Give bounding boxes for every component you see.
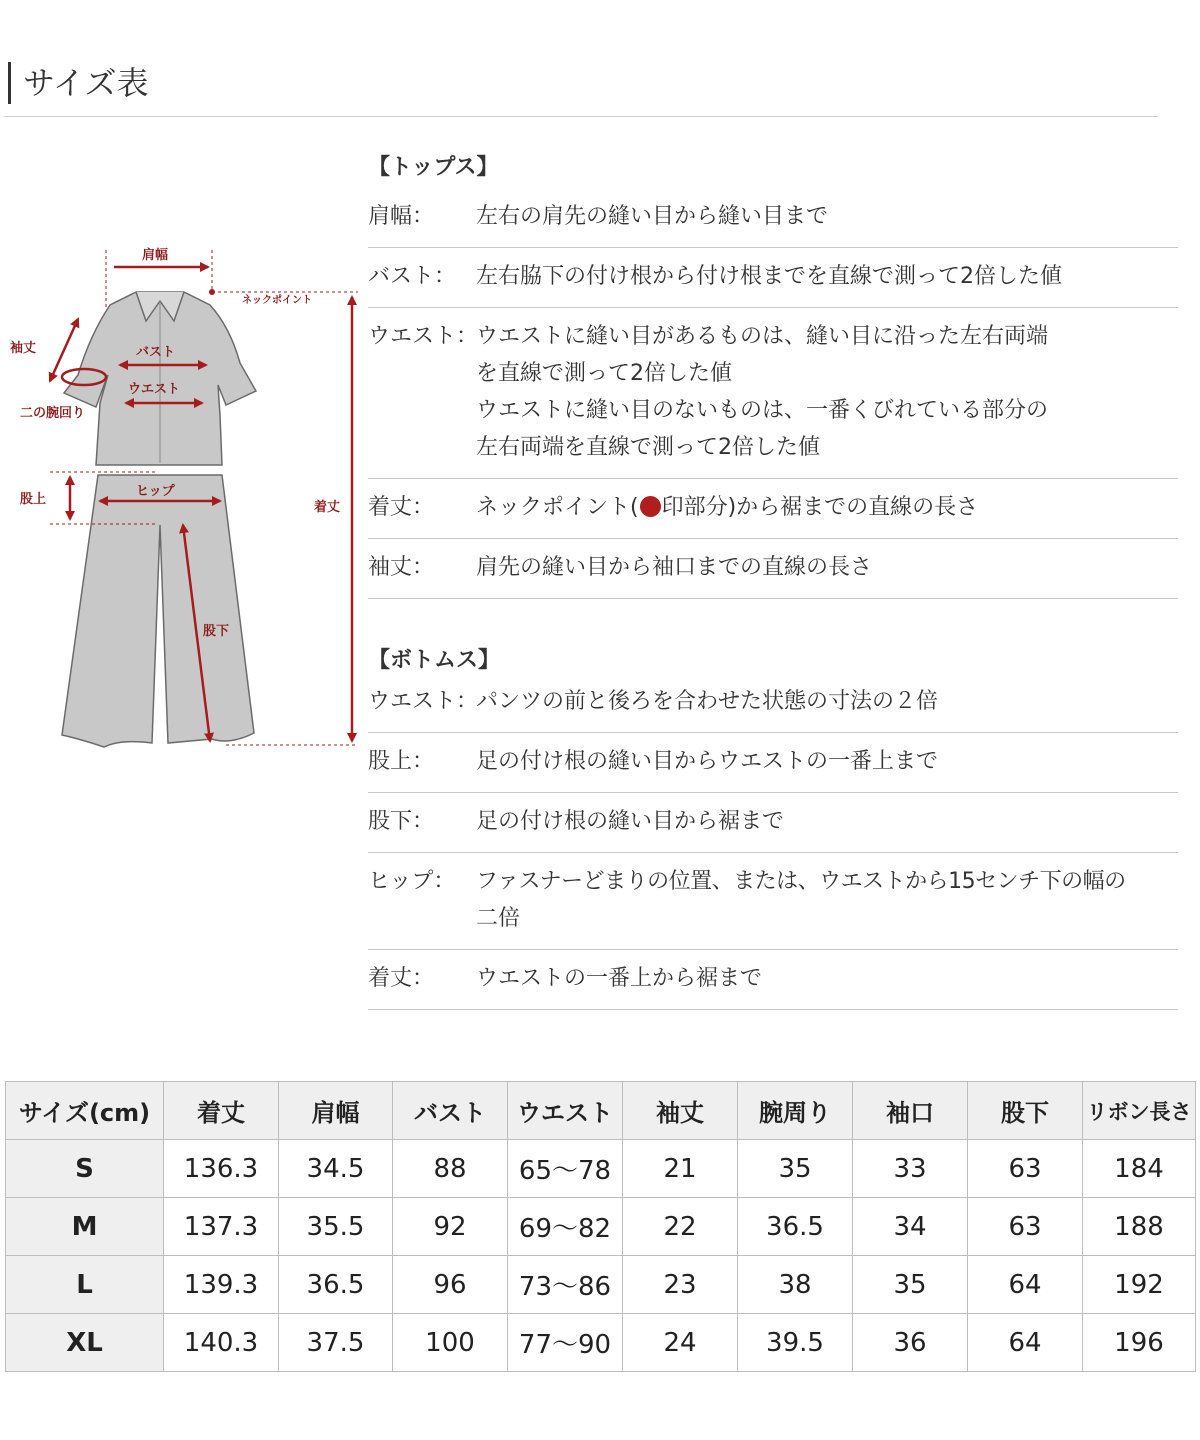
label-arm-circ: 二の腕回り — [20, 406, 86, 421]
table-header-cell: 袖丈 — [623, 1082, 738, 1140]
table-cell: 137.3 — [164, 1198, 279, 1256]
def-row-length — [368, 479, 1178, 539]
def-desc: パンツの前と後ろを合わせた状態の寸法の２倍 — [476, 689, 939, 714]
table-header-cell: 袖口 — [853, 1082, 968, 1140]
table-cell: 24 — [623, 1314, 738, 1372]
def-row-hip — [368, 853, 1178, 950]
def-line: ウエストに縫い目があるものは、縫い目に沿った左右両端 — [476, 324, 1049, 349]
def-term: ウエスト： — [368, 689, 479, 714]
title-divider — [4, 116, 1158, 117]
table-cell: 38 — [738, 1256, 853, 1314]
garment-diagram — [0, 235, 360, 760]
def-desc — [476, 489, 1178, 526]
table-cell: 35 — [853, 1256, 968, 1314]
def-desc — [476, 863, 1178, 937]
table-cell: 64 — [968, 1256, 1083, 1314]
table-cell: 88 — [393, 1140, 508, 1198]
label-neck-point: ネックポイント — [242, 295, 312, 306]
def-term: 着丈： — [368, 495, 435, 520]
def-term: ウエスト： — [368, 324, 479, 349]
table-cell: 64 — [968, 1314, 1083, 1372]
table-header-row — [6, 1082, 1196, 1140]
def-desc: 左右脇下の付け根から付け根までを直線で測って2倍した値 — [476, 264, 1062, 289]
label-waist: ウエスト — [128, 382, 181, 397]
table-cell: 36.5 — [738, 1198, 853, 1256]
table-cell: 23 — [623, 1256, 738, 1314]
table-row — [6, 1256, 1196, 1314]
table-cell: 35 — [738, 1140, 853, 1198]
size-label-cell: M — [6, 1198, 164, 1256]
def-term: 股下： — [368, 809, 435, 834]
table-cell: 37.5 — [279, 1314, 393, 1372]
measurement-definitions — [368, 148, 1178, 1010]
label-sleeve: 袖丈 — [10, 341, 37, 356]
def-term: 股上： — [368, 749, 435, 774]
table-cell: 136.3 — [164, 1140, 279, 1198]
table-cell: 36.5 — [279, 1256, 393, 1314]
table-cell: 77～90 — [508, 1314, 623, 1372]
def-term: 着丈： — [368, 966, 435, 991]
table-cell: 139.3 — [164, 1256, 279, 1314]
table-header-cell: ウエスト — [508, 1082, 623, 1140]
tops-title: 【トップス】 — [368, 155, 499, 180]
def-term: バスト： — [368, 264, 457, 289]
size-label-cell: S — [6, 1140, 164, 1198]
table-cell: 39.5 — [738, 1314, 853, 1372]
table-cell: 63 — [968, 1140, 1083, 1198]
def-desc — [476, 318, 1178, 466]
table-cell: 35.5 — [279, 1198, 393, 1256]
table-cell: 140.3 — [164, 1314, 279, 1372]
table-header-cell: 肩幅 — [279, 1082, 393, 1140]
def-desc: 左右の肩先の縫い目から縫い目まで — [476, 204, 829, 229]
def-row-pants-length — [368, 950, 1178, 1010]
def-line: を直線で測って2倍した値 — [476, 361, 732, 386]
table-header-cell: 腕周り — [738, 1082, 853, 1140]
size-label-cell: L — [6, 1256, 164, 1314]
table-cell: 96 — [393, 1256, 508, 1314]
def-desc-part: 印部分)から裾までの直線の長さ — [661, 495, 979, 520]
table-cell: 196 — [1083, 1314, 1196, 1372]
table-cell: 34.5 — [279, 1140, 393, 1198]
table-row — [6, 1314, 1196, 1372]
def-line: ファスナーどまりの位置、または、ウエストから15センチ下の幅の — [476, 869, 1126, 894]
def-line: 左右両端を直線で測って2倍した値 — [476, 435, 820, 460]
pants-shape — [62, 475, 254, 747]
def-term: 肩幅： — [368, 204, 435, 229]
label-hip: ヒップ — [136, 484, 175, 499]
def-desc: 足の付け根の縫い目から裾まで — [476, 809, 785, 834]
table-header-cell: バスト — [393, 1082, 508, 1140]
table-row — [6, 1140, 1196, 1198]
table-cell: 73～86 — [508, 1256, 623, 1314]
def-row-inseam — [368, 793, 1178, 853]
def-row-sleeve — [368, 539, 1178, 599]
table-header-cell: 着丈 — [164, 1082, 279, 1140]
table-cell: 69～82 — [508, 1198, 623, 1256]
label-inseam: 股下 — [203, 624, 230, 639]
page-title: サイズ表 — [8, 62, 148, 104]
def-desc: 肩先の縫い目から袖口までの直線の長さ — [476, 555, 873, 580]
label-bust: バスト — [136, 345, 176, 360]
table-cell: 36 — [853, 1314, 968, 1372]
def-term: 袖丈： — [368, 555, 435, 580]
def-term: ヒップ： — [368, 869, 456, 894]
table-cell: 92 — [393, 1198, 508, 1256]
label-length: 着丈 — [314, 500, 341, 515]
def-row-pants-waist — [368, 681, 1178, 733]
label-rise: 股上 — [20, 492, 47, 507]
def-row-rise — [368, 733, 1178, 793]
def-line: ウエストに縫い目のないものは、一番くびれている部分の — [476, 398, 1049, 423]
table-cell: 33 — [853, 1140, 968, 1198]
def-row-waist — [368, 308, 1178, 479]
def-desc: ウエストの一番上から裾まで — [476, 966, 763, 991]
table-cell: 65～78 — [508, 1140, 623, 1198]
table-header-cell: 股下 — [968, 1082, 1083, 1140]
table-cell: 63 — [968, 1198, 1083, 1256]
table-cell: 192 — [1083, 1256, 1196, 1314]
table-cell: 184 — [1083, 1140, 1196, 1198]
table-cell: 21 — [623, 1140, 738, 1198]
table-header-cell: リボン長さ — [1083, 1082, 1196, 1140]
table-cell: 188 — [1083, 1198, 1196, 1256]
red-dot-icon — [640, 496, 661, 517]
size-label-cell: XL — [6, 1314, 164, 1372]
size-table — [5, 1081, 1196, 1372]
def-row-bust — [368, 248, 1178, 308]
table-header-cell: サイズ(cm) — [6, 1082, 164, 1140]
garment-svg — [0, 235, 360, 760]
label-shoulder: 肩幅 — [142, 248, 169, 263]
def-desc-part: ネックポイント( — [476, 495, 639, 520]
def-desc: 足の付け根の縫い目からウエストの一番上まで — [476, 749, 939, 774]
table-row — [6, 1198, 1196, 1256]
table-cell: 22 — [623, 1198, 738, 1256]
bottoms-title: 【ボトムス】 — [368, 648, 501, 673]
table-cell: 100 — [393, 1314, 508, 1372]
def-line: 二倍 — [476, 906, 521, 931]
table-cell: 34 — [853, 1198, 968, 1256]
def-row-shoulder — [368, 188, 1178, 248]
